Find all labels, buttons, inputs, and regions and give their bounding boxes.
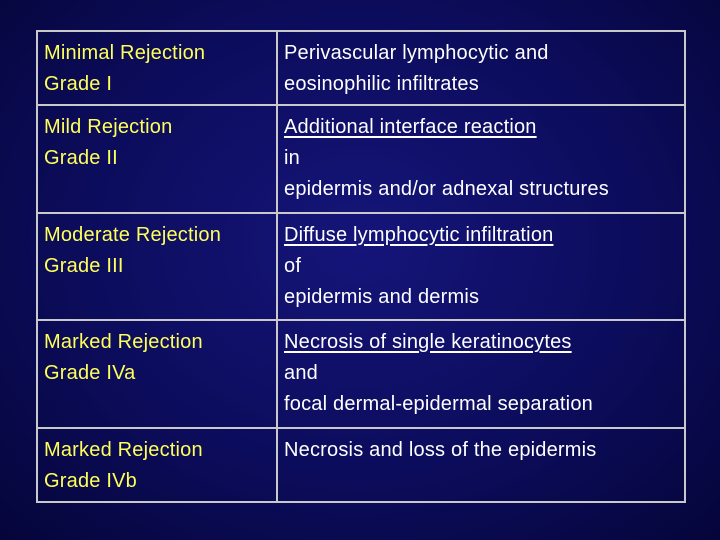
- grade-title: Moderate Rejection: [44, 223, 222, 246]
- grade-cell: [37, 320, 277, 427]
- table-row: [37, 31, 685, 105]
- grade-title: Mild Rejection: [44, 116, 173, 139]
- description-line: [284, 69, 678, 100]
- grade-subtitle: Grade IVb: [44, 469, 137, 492]
- text-segment: epidermis and dermis: [284, 285, 480, 308]
- description-cell: [277, 105, 685, 212]
- description-cell: [277, 428, 685, 502]
- grade-subtitle: Grade III: [44, 254, 124, 277]
- text-segment: Necrosis and loss of the epidermis: [284, 438, 597, 461]
- description-cell: [277, 31, 685, 105]
- rejection-grade-table: [36, 30, 686, 503]
- description-cell: [277, 320, 685, 427]
- table-row: [37, 213, 685, 320]
- grade-cell: [37, 31, 277, 105]
- grade-subtitle: Grade IVa: [44, 362, 136, 385]
- underlined-phrase: Diffuse lymphocytic infiltration: [284, 223, 554, 246]
- table-row: [37, 320, 685, 427]
- table-row: [37, 105, 685, 212]
- description-cell: [277, 213, 685, 320]
- underlined-phrase: Additional interface reaction: [284, 116, 537, 139]
- grade-subtitle: Grade I: [44, 73, 113, 95]
- description-line: [284, 220, 678, 282]
- text-segment: eosinophilic infiltrates: [284, 73, 479, 95]
- description-line: [284, 435, 678, 466]
- description-line: [284, 389, 678, 420]
- table-row: [37, 428, 685, 502]
- description-line: [284, 38, 678, 69]
- description-line: [284, 282, 678, 313]
- description-line: [284, 174, 678, 205]
- text-segment: focal dermal-epidermal separation: [284, 393, 593, 416]
- grade-title: Marked Rejection: [44, 331, 203, 354]
- grade-cell: [37, 213, 277, 320]
- grade-title: Marked Rejection: [44, 438, 203, 461]
- grade-cell: [37, 105, 277, 212]
- description-line: [284, 327, 678, 389]
- text-segment: in: [284, 147, 300, 170]
- text-segment: and: [284, 362, 318, 385]
- description-line: [284, 112, 678, 174]
- text-segment: of: [284, 254, 302, 277]
- description-line: [284, 466, 678, 497]
- underlined-phrase: Necrosis of single keratinocytes: [284, 331, 572, 354]
- text-segment: epidermis and/or adnexal structures: [284, 178, 609, 201]
- grade-subtitle: Grade II: [44, 147, 118, 170]
- text-segment: Perivascular lymphocytic and: [284, 42, 549, 64]
- grade-cell: [37, 428, 277, 502]
- grade-title: Minimal Rejection: [44, 42, 206, 64]
